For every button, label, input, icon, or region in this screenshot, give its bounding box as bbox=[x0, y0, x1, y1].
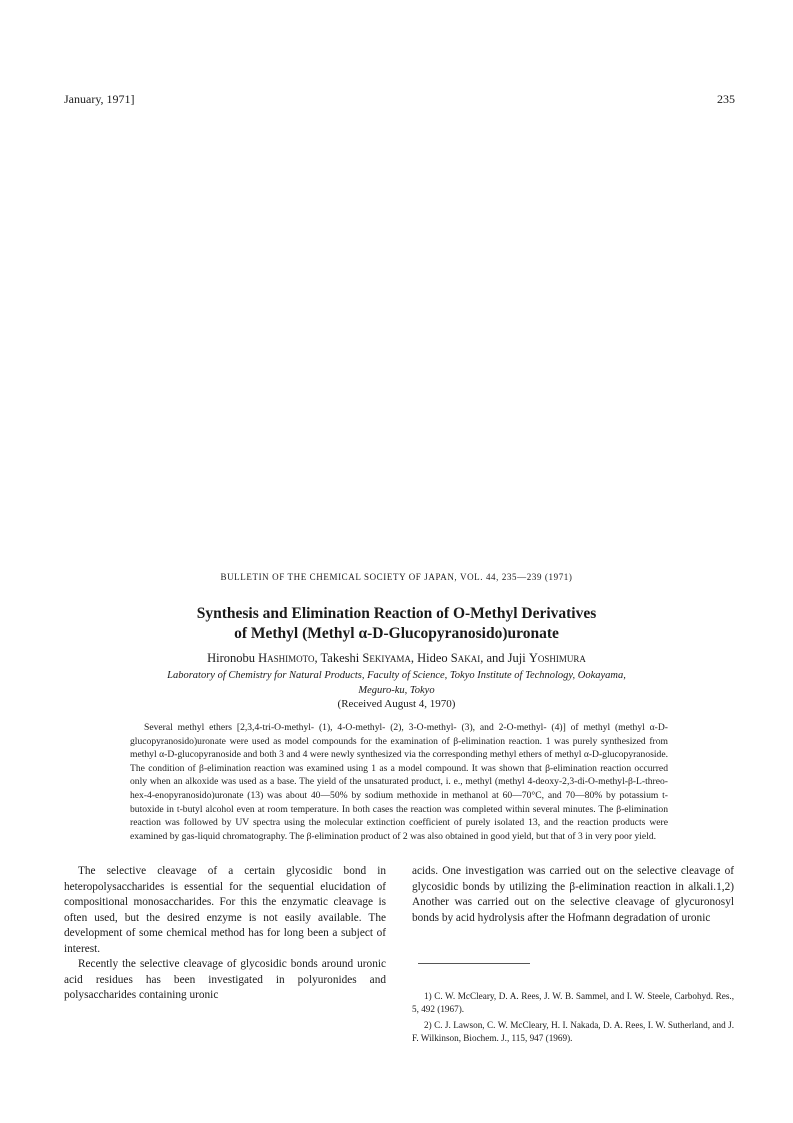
author: Hideo Sakai, and bbox=[417, 651, 508, 665]
abstract bbox=[130, 721, 668, 843]
running-header-date: January, 1971] bbox=[64, 92, 135, 106]
author: Hironobu Hashimoto, bbox=[207, 651, 321, 665]
author-list bbox=[0, 651, 793, 666]
body-left-column bbox=[64, 864, 386, 1004]
body-paragraph: The selective cleavage of a certain glycosidic bond in heteropolysaccharides is essential for the sequential elucidation of compositional monosaccharides. For this the enzymatic cleavage is often used, but the desired enzyme is not easily available. The development of some chemical method has for long been a subject of interest. bbox=[64, 865, 386, 955]
footnote-divider bbox=[418, 963, 530, 964]
body-paragraph: Recently the selective cleavage of glycosidic bonds around uronic acid residues has been investigated in polyuronides and polysaccharides containing uronic bbox=[64, 958, 386, 1001]
author: Takeshi Sekiyama, bbox=[320, 651, 418, 665]
author: Juji Yoshimura bbox=[507, 651, 586, 665]
received-date: (Received August 4, 1970) bbox=[337, 698, 456, 710]
affiliation: Laboratory of Chemistry for Natural Products, Faculty of Science, Tokyo Institute of Technology, Ookayama, Meguro-ku, Tokyo bbox=[167, 670, 626, 696]
footnote-2: 2) C. J. Lawson, C. W. McCleary, H. I. Nakada, D. A. Rees, I. W. Sutherland, and J. F. Wilkinson, Biochem. J., 115, 947 (1969). bbox=[412, 1020, 734, 1043]
body-paragraph: acids. One investigation was carried out on the selective cleavage of glycosidic bonds by utilizing the β-elimination reaction in alkali.1,2) Another was carried out on the selective cleavage of glycuronosyl bonds by acid hydrolysis after the Hofmann degradation of uronic bbox=[412, 865, 734, 924]
paper-title bbox=[0, 604, 793, 644]
title-line-1: Synthesis and Elimination Reaction of O-Methyl Derivatives bbox=[196, 605, 597, 622]
body-right-column bbox=[412, 864, 734, 926]
footnote-1: 1) C. W. McCleary, D. A. Rees, J. W. B. Sammel, and I. W. Steele, Carbohyd. Res., 5, 492 (1967). bbox=[412, 991, 734, 1014]
journal-citation-line: BULLETIN OF THE CHEMICAL SOCIETY OF JAPAN, VOL. 44, 235—239 (1971) bbox=[220, 572, 573, 582]
title-line-2: of Methyl (Methyl α-D-Glucopyranosido)uronate bbox=[234, 625, 559, 642]
abstract-text: Several methyl ethers [2,3,4-tri-O-methyl- (1), 4-O-methyl- (2), 3-O-methyl- (3), and 2-O-methyl- (4)] of methyl (methyl α-D-glucopyranosido)uronate were used as model compounds for the examination of β-elimination reaction. 1 was purely synthesized from methyl α-D-glucopyranoside and both 3 and 4 were newly synthesized via the corresponding methyl ethers of methyl α-D-glucopyranoside. The condition of β-elimination reaction was examined using 1 as a model compound. It was shown that β-elimination reaction occurred only when an alkoxide was used as a base. The yield of the unsaturated product, i. e., methyl (methyl 4-deoxy-2,3-di-O-methyl-β-L-threo-hex-4-enopyranosido)uronate (13) was about 40—50% by sodium methoxide in methanol at 60—70°C, and 70—80% by potassium t-butoxide in t-butyl alcohol even at room temperature. In both cases the reaction was completed within several minutes. The β-elimination reaction was followed by UV spectra using the molecular extinction coefficient of purely isolated 13, and the reaction products were examined by gas-liquid chromatography. The β-elimination product of 2 was also obtained in good yield, but that of 3 in very poor yield. bbox=[130, 722, 668, 842]
page-number: 235 bbox=[717, 92, 735, 106]
